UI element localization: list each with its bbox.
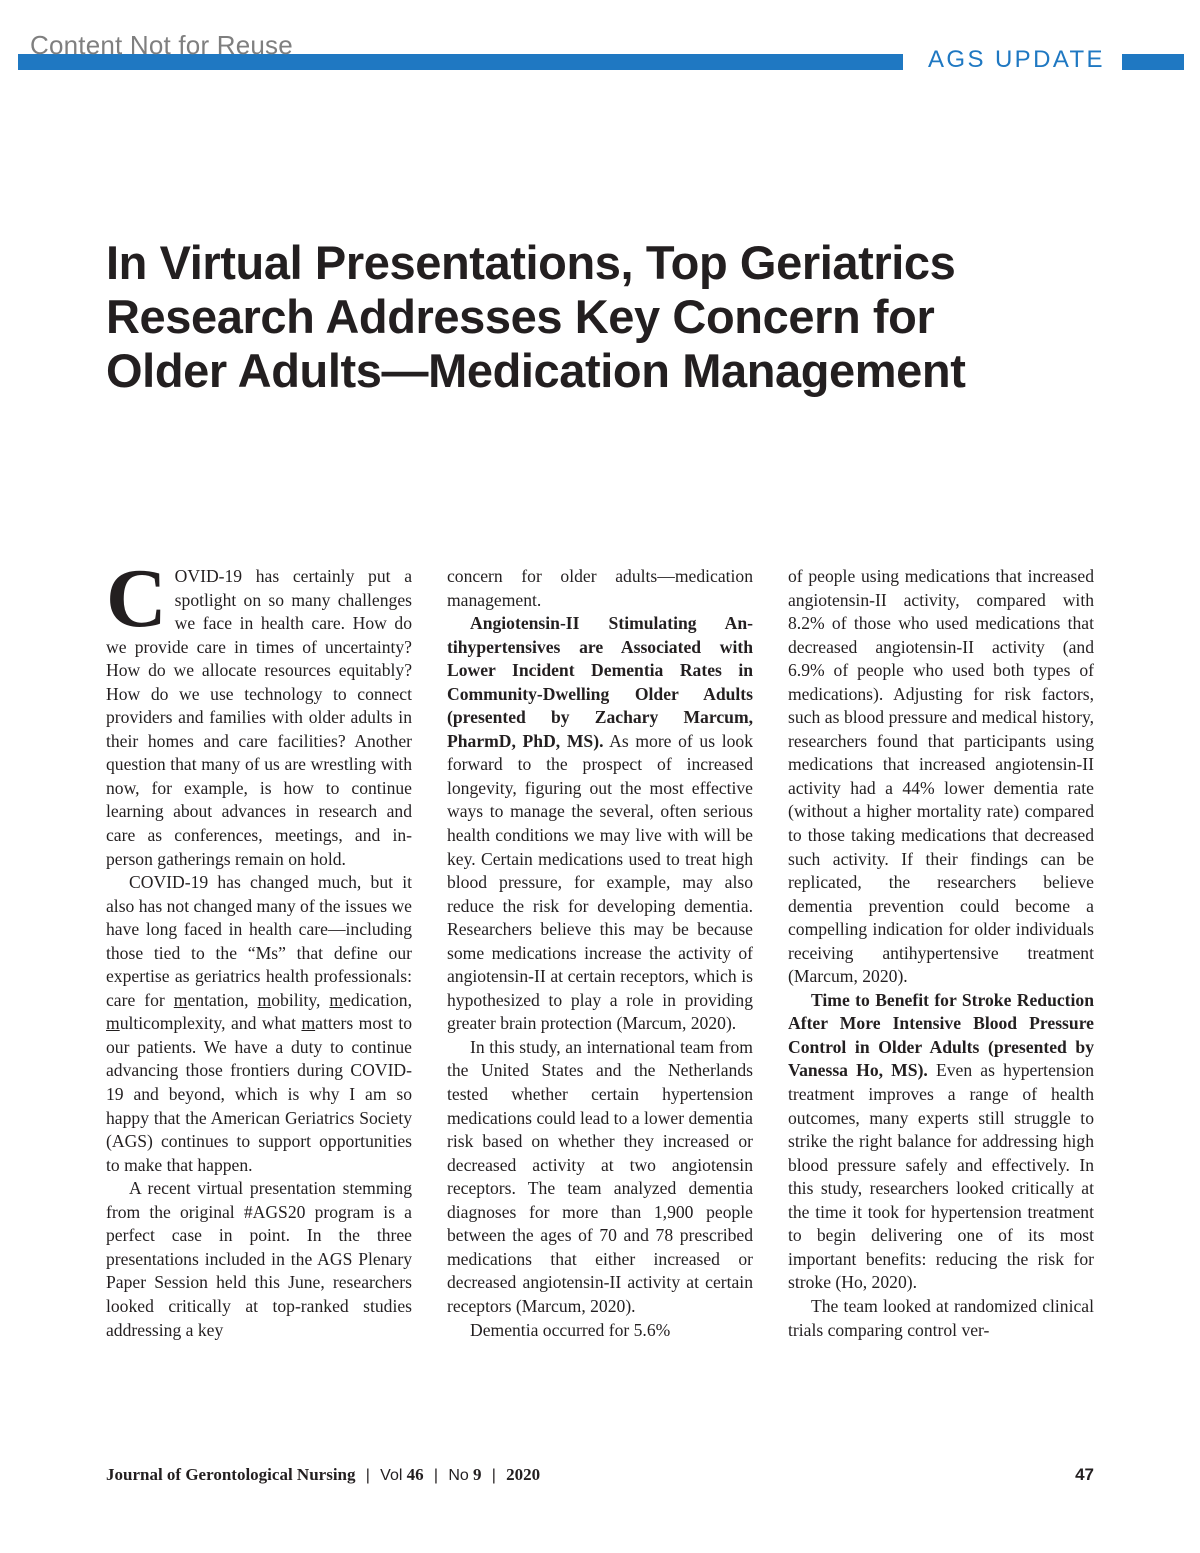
paragraph-text: As more of us look forward to the prospect of increased longevity, figuring out the most effective ways to manage the several, often serious health conditions we may live with will be key. Certain medications used to treat high blood pressure, for example, may also reduce the risk for developing dementia. Researchers believe this may be because some medications increase the activity of angiotensin-II at certain receptors, which is hypothesized to play a role in providing greater brain protection (Marcum, 2020).	[447, 730, 753, 1034]
paragraph	[447, 612, 753, 1036]
title-line: Older Adults—Medication Management	[106, 344, 966, 397]
paragraph	[788, 989, 1094, 1295]
paragraph: concern for older adults—medication management.	[447, 566, 753, 610]
underlined-m: m	[173, 989, 188, 1010]
paragraph	[106, 552, 412, 871]
paragraph	[106, 871, 412, 1177]
paragraph: The team looked at randomized clinical trials comparing control ver-	[788, 1295, 1094, 1340]
body-column-2	[447, 565, 753, 1342]
header-rule-right	[1122, 54, 1184, 70]
title-line: Research Addresses Key Concern for	[106, 290, 935, 343]
footer-citation	[106, 1465, 540, 1485]
paragraph: Dementia occurred for 5.6%	[470, 1319, 671, 1340]
section-label: AGS UPDATE	[928, 46, 1105, 73]
year: 2020	[506, 1465, 541, 1484]
paragraph: In this study, an international team from the United States and the Netherlands tested whether certain hypertension medications could lead to a lower dementia risk based on whether they increased or decreased activity at two angiotensin receptors. The team analyzed dementia diagnoses for more than 1,900 people between the ages of 70 and 78 prescribed medications that either increased or decreased angiotensin-II activity at certain receptors (Marcum, 2020).	[447, 1036, 753, 1316]
watermark: Content Not for Reuse	[30, 30, 293, 60]
paragraph: A recent virtual presentation stemming from the original #AGS20 program is a perfect case in point. In the three presentations included in the AGS Plenary Paper Session held this June, researchers looked critically at top-ranked studies addressing a key	[106, 1178, 412, 1340]
body-column-3	[788, 565, 1094, 1342]
underlined-m: m	[106, 1013, 120, 1034]
underlined-m: m	[301, 1013, 316, 1034]
paragraph-text: COVID-19 has changed much, but it also has not changed many of the issues we have long faced in health care—including those tied to the “Ms” that define our expertise as geriatrics health professionals: care for	[106, 872, 412, 1010]
subheading: Time to Benefit for Stroke Reduction After More Intensive Blood Pressure Control in Older Adults (presented by Vanessa Ho, MS).	[788, 989, 1094, 1081]
volume-number: 46	[406, 1465, 424, 1484]
underlined-m: m	[329, 989, 344, 1010]
article-title	[106, 236, 1066, 398]
paragraph-text: entation,	[187, 989, 258, 1010]
paragraph-text: Even as hypertension treatment improves a range of health outcomes, many experts still struggle to strike the right balance for addressing high blood pressure safely and effectively. In this study, researchers looked critically at the time it took for hypertension treatment to begin delivering one of its most important benefits: reducing the risk for stroke (Ho, 2020).	[788, 1060, 1094, 1293]
title-line: In Virtual Presentations, Top Geriatrics	[106, 236, 956, 289]
subheading: Angiotensin-II Stimulating Antihypertensives are Associated with Lower Incident Dementia Rates in Community-Dwelling Older Adults (presented by Zachary Marcum, PharmD, PhD, MS).	[447, 613, 753, 751]
paragraph: of people using medications that increased angiotensin-II activity, compared with 8.2% of those who used medications that decreased angiotensin-II activity (and 6.9% of people who used both types of medications). Adjusting for risk factors, such as blood pressure and medical history, researchers found that participants using medications that increased angiotensin-II activity had a 44% lower dementia rate (without a higher mortality rate) compared to those taking medications that decreased such activity. If their findings can be replicated, the researchers believe dementia prevention could become a compelling indication for older individuals receiving antihypertensive treatment (Marcum, 2020).	[788, 566, 1094, 987]
paragraph-text: most to our patients. We have a duty to continue advancing those frontiers during COVID-19 and beyond, which is why I am so happy that the American Geriatrics Society (AGS) continues to support opportunities to make that happen.	[106, 1013, 413, 1175]
volume-label: Vol	[380, 1467, 403, 1484]
journal-name: Journal of Gerontological Nursing	[106, 1465, 356, 1484]
issue-label: No	[448, 1467, 469, 1484]
separator: |	[433, 1467, 439, 1484]
paragraph-text: edication,	[343, 989, 412, 1010]
paragraph-text: atters	[315, 1013, 354, 1034]
separator: |	[491, 1467, 496, 1484]
paragraph-text: ulticomplexity, and what	[119, 1013, 302, 1034]
paragraph-text: obility,	[271, 989, 330, 1010]
underlined-m: m	[257, 989, 272, 1010]
issue-number: 9	[473, 1465, 482, 1484]
dropcap: C	[106, 552, 167, 645]
paragraph-text: OVID-19 has certainly put a spotlight on so many challenges we face in health care. How do we provide care in times of uncertainty? How do we allocate resources equitably? How do we use technology to connect providers and families with older adults in their homes and care facilities? Another question that many of us are wrestling with now, for example, is how to continue learning about advances in research and care as conferences, meetings, and in-person gatherings remain on hold.	[106, 566, 412, 869]
page-number: 47	[1075, 1465, 1094, 1484]
separator: |	[365, 1467, 370, 1484]
body-column-1	[106, 552, 413, 1342]
